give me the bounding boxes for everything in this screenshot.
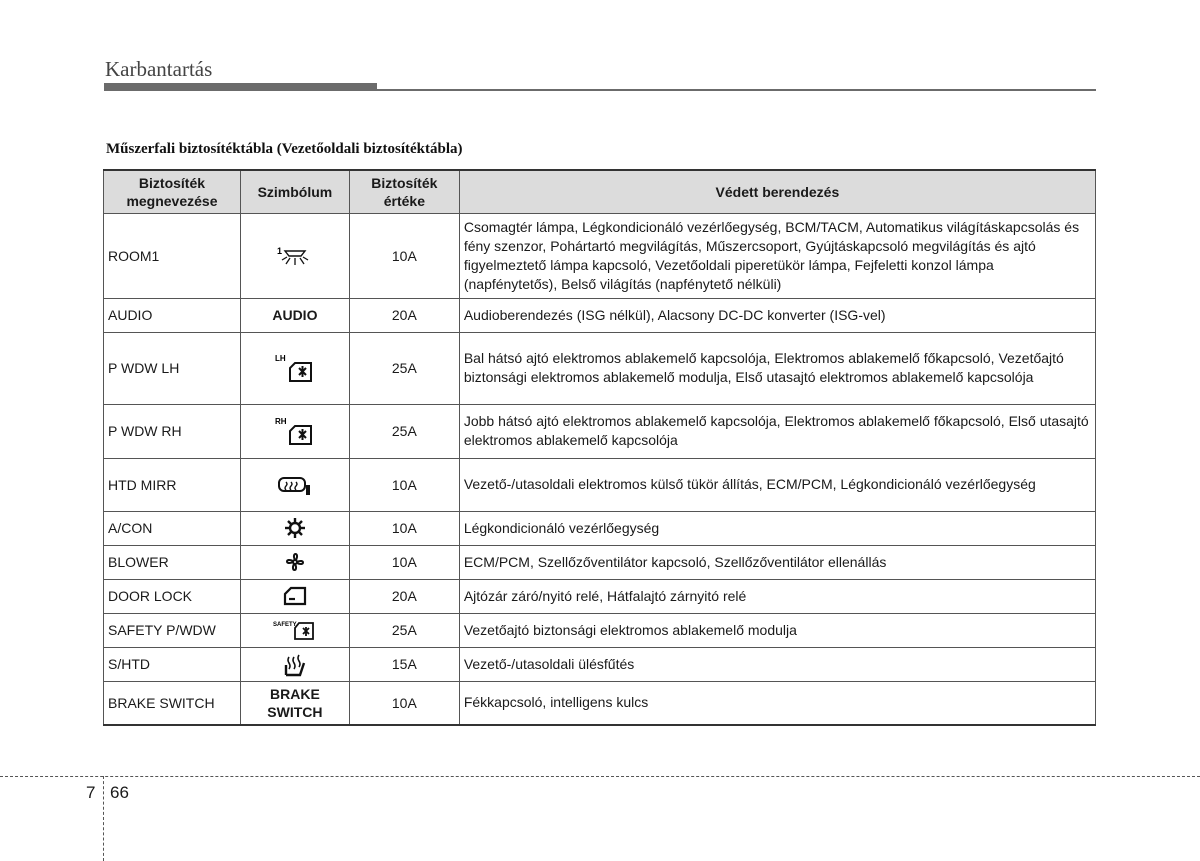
room-lamp-icon [275,246,315,262]
symbol-cell [240,458,349,511]
symbol-cell [240,613,349,647]
fuse-rating-cell: 10A [349,458,459,511]
symbol-cell [240,579,349,613]
symbol-text: BRAKE SWITCH [267,685,323,720]
fuse-name-cell: HTD MIRR [104,458,241,511]
blower-fan-icon [283,553,307,569]
table-row [104,511,1096,545]
column-header-protected-device: Védett berendezés [459,170,1095,213]
fuse-name-cell: A/CON [104,511,241,545]
protected-device-cell: Légkondicionáló vezérlőegység [459,511,1095,545]
protected-device-cell: Vezető-/utasoldali elektromos külső tükör állítás, ECM/PCM, Légkondicionáló vezérlőegység [459,458,1095,511]
svg-text:LH: LH [274,354,286,363]
symbol-cell [240,681,349,725]
table-row [104,647,1096,681]
svg-text:RH: RH [274,417,287,426]
protected-device-cell: Audioberendezés (ISG nélkül), Alacsony DC-DC konverter (ISG-vel) [459,298,1095,332]
seat-heater-icon [280,655,310,671]
table-row [104,332,1096,404]
table-row [104,579,1096,613]
protected-device-cell: Vezető-/utasoldali ülésfűtés [459,647,1095,681]
fuse-name-cell: DOOR LOCK [104,579,241,613]
page-number: 66 [110,783,129,802]
fuse-rating-cell: 25A [349,613,459,647]
heated-mirror-icon [276,475,314,491]
protected-device-cell: ECM/PCM, Szellőzőventilátor kapcsoló, Szellőzőventilátor ellenállás [459,545,1095,579]
power-window-lh-icon [274,354,315,375]
table-row [104,681,1096,725]
header-rule-thin [104,89,1096,91]
symbol-cell [240,647,349,681]
symbol-cell [240,404,349,458]
fuse-name-cell: ROOM1 [104,213,241,298]
air-conditioning-icon [283,519,307,535]
column-header-fuse-name: Biztosíték megnevezése [104,170,241,213]
fuse-name-cell: S/HTD [104,647,241,681]
footer-dashed-rule [0,776,1200,777]
symbol-text: AUDIO [272,307,318,323]
chapter-number: 7 [86,783,96,802]
protected-device-cell: Csomagtér lámpa, Légkondicionáló vezérlőegység, BCM/TACM, Automatikus világításkapcsolás és fény szenzor, Pohártartó megvilágítás, Műszercsoport, Gyújtáskapcsoló megvilágítás és ajtó figyelmeztető lámpa kapcsoló, Vezetőoldali piperetükör lámpa, Fejfeletti konzol lámpa (napfénytetős), Belső világítás (napfénytető nélküli) [459,213,1095,298]
symbol-cell [240,332,349,404]
protected-device-cell: Vezetőajtó biztonsági elektromos ablakemelő modulja [459,613,1095,647]
table-header-row [104,170,1096,213]
fuse-name-cell: BLOWER [104,545,241,579]
power-window-rh-icon [274,417,315,438]
fuse-rating-cell: 10A [349,681,459,725]
door-lock-icon [282,587,308,603]
fuse-rating-cell: 25A [349,332,459,404]
fuse-rating-cell: 25A [349,404,459,458]
page-header-title: Karbantartás [105,57,213,81]
symbol-cell [240,511,349,545]
fuse-name-cell: P WDW RH [104,404,241,458]
fuse-rating-cell: 20A [349,579,459,613]
fuse-rating-cell: 15A [349,647,459,681]
fuse-rating-cell: 10A [349,545,459,579]
fuse-name-cell: AUDIO [104,298,241,332]
section-title: Műszerfali biztosítéktábla (Vezetőoldali biztosítéktábla) [106,141,463,157]
table-row [104,458,1096,511]
fuse-rating-cell: 10A [349,511,459,545]
safety-power-window-icon [273,621,317,637]
fuse-name-cell: BRAKE SWITCH [104,681,241,725]
protected-device-cell: Bal hátsó ajtó elektromos ablakemelő kapcsolója, Elektromos ablakemelő főkapcsoló, Vezetőajtó biztonsági elektromos ablakemelő modulja, Első utasajtó elektromos ablakemelő kapcsolója [459,332,1095,404]
column-header-fuse-rating: Biztosíték értéke [349,170,459,213]
table-row [104,298,1096,332]
column-header-symbol: Szimbólum [240,170,349,213]
table-row [104,545,1096,579]
symbol-cell [240,545,349,579]
fuse-name-cell: SAFETY P/WDW [104,613,241,647]
svg-text:SAFETY: SAFETY [272,622,297,628]
symbol-cell [240,298,349,332]
table-row [104,613,1096,647]
svg-text:1: 1 [276,245,282,256]
protected-device-cell: Jobb hátsó ajtó elektromos ablakemelő kapcsolója, Elektromos ablakemelő főkapcsoló, Első utasajtó elektromos ablakemelő kapcsolója [459,404,1095,458]
fuse-rating-cell: 10A [349,213,459,298]
fuse-rating-cell: 20A [349,298,459,332]
fuse-table [103,169,1096,726]
symbol-cell [240,213,349,298]
protected-device-cell: Ajtózár záró/nyitó relé, Hátfalajtó zárnyitó relé [459,579,1095,613]
table-row [104,404,1096,458]
fuse-name-cell: P WDW LH [104,332,241,404]
footer-vertical-dashed-rule [103,776,104,861]
table-row [104,213,1096,298]
protected-device-cell: Fékkapcsoló, intelligens kulcs [459,681,1095,725]
